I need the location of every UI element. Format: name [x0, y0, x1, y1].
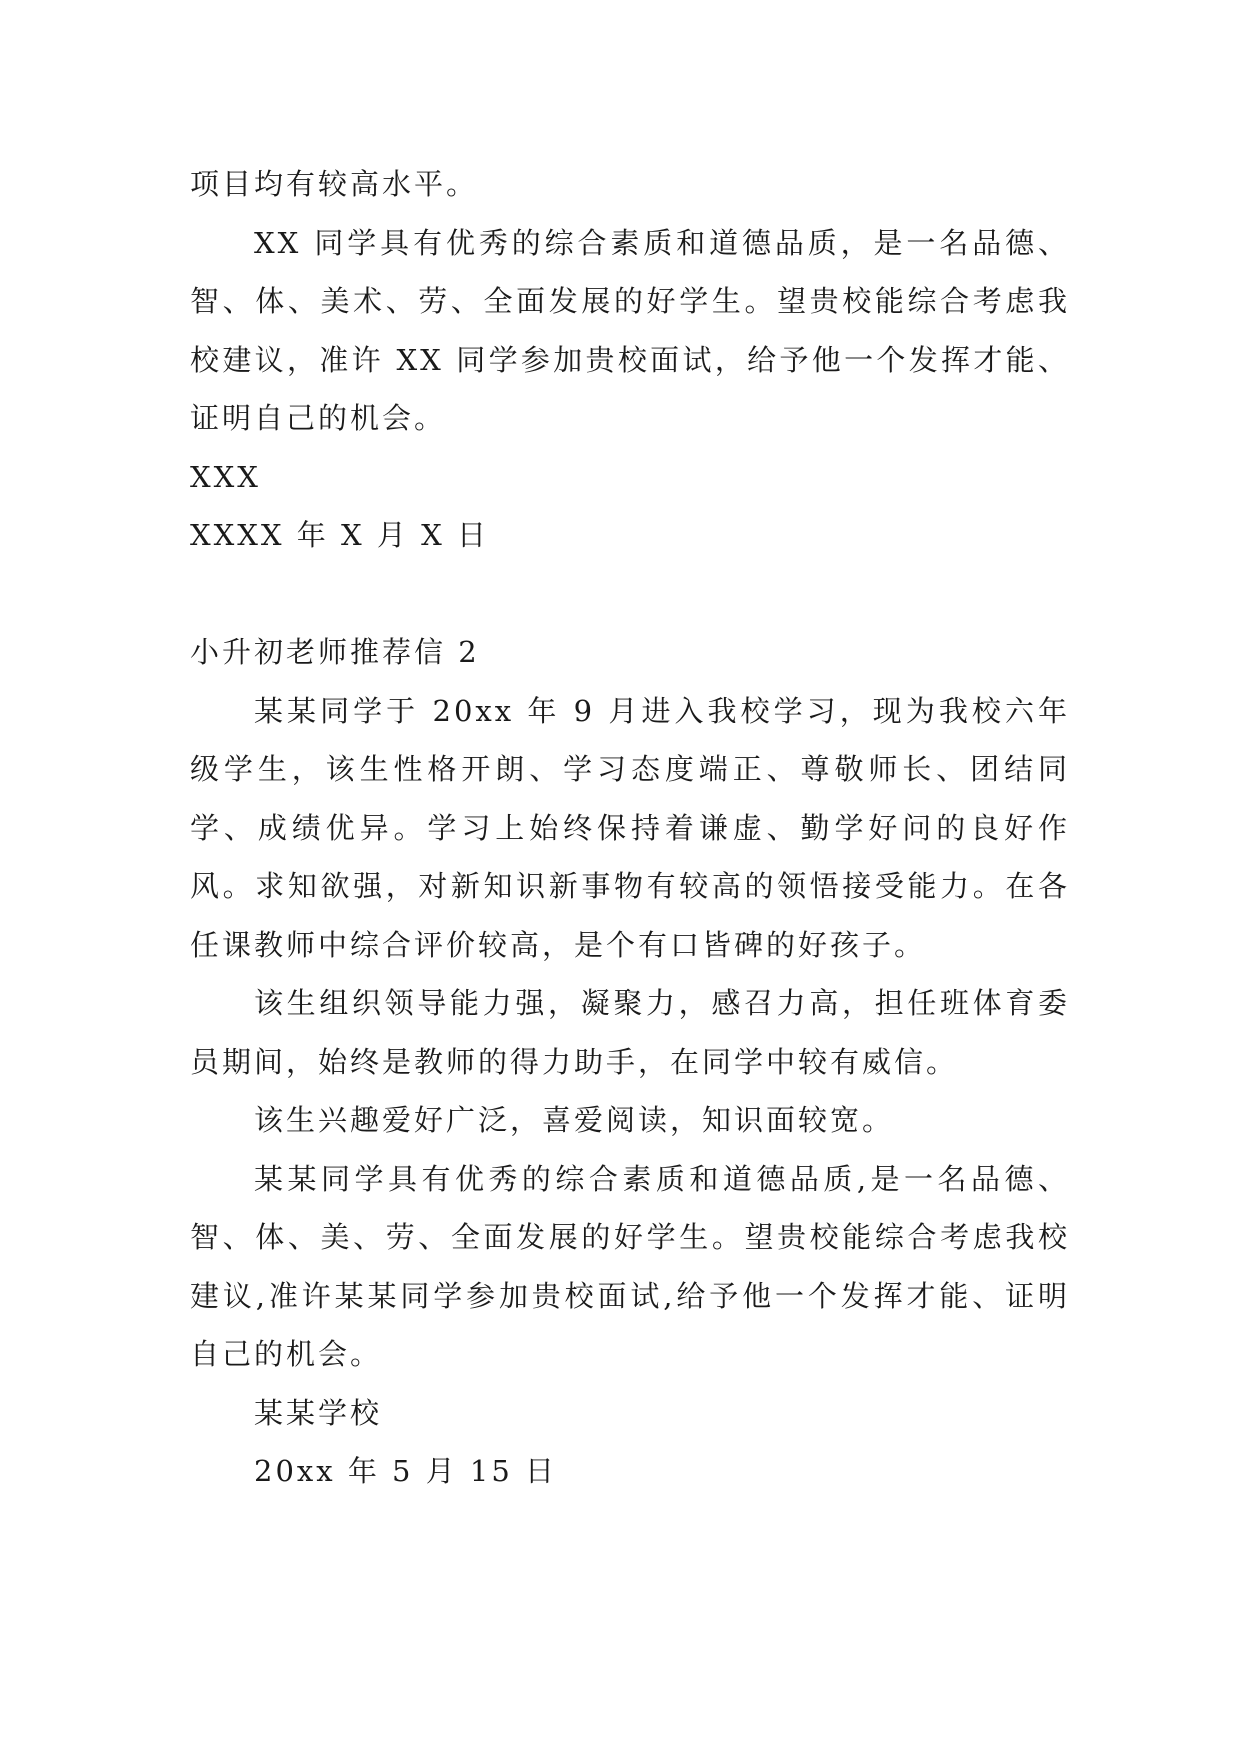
letter-signature-school: 某某学校	[254, 1395, 383, 1430]
letter-paragraph-leadership: 该生组织领导能力强，凝聚力，感召力高，担任班体育委员期间，始终是教师的得力助手，在同学中较有威信。	[190, 986, 1070, 1079]
letter-paragraph-interests: 该生兴趣爱好广泛，喜爱阅读，知识面较宽。	[254, 1103, 895, 1137]
letter-title: 小升初老师推荐信 2	[190, 635, 480, 669]
recommendation-paragraph: XX 同学具有优秀的综合素质和道德品质，是一名品德、智、体、美术、劳、全面发展的好学生。望贵校能综合考虑我校建议，准许 XX 同学参加贵校面试，给予他一个发挥才能、证明自己的机会。	[190, 225, 1070, 435]
letter-paragraph-conclusion: 某某同学具有优秀的综合素质和道德品质,是一名品德、智、体、美、劳、全面发展的好学生。望贵校能综合考虑我校建议,准许某某同学参加贵校面试,给予他一个发挥才能、证明自己的机会。	[190, 1161, 1070, 1371]
signature-date: XXXX 年 X 月 X 日	[190, 518, 489, 552]
letter-paragraph-intro: 某某同学于 20xx 年 9 月进入我校学习，现为我校六年级学生，该生性格开朗、学习态度端正、尊敬师长、团结同学、成绩优异。学习上始终保持着谦虚、勤学好问的良好作风。求知欲强，对新知识新事物有较高的领悟接受能力。在各任课教师中综合评价较高，是个有口皆碑的好孩子。	[190, 693, 1070, 962]
section-spacer	[190, 565, 1070, 624]
signature-name: XXX	[190, 459, 261, 494]
document-body	[190, 155, 1070, 1501]
continued-paragraph: 项目均有较高水平。	[190, 167, 479, 201]
letter-signature-date: 20xx 年 5 月 15 日	[254, 1454, 558, 1488]
